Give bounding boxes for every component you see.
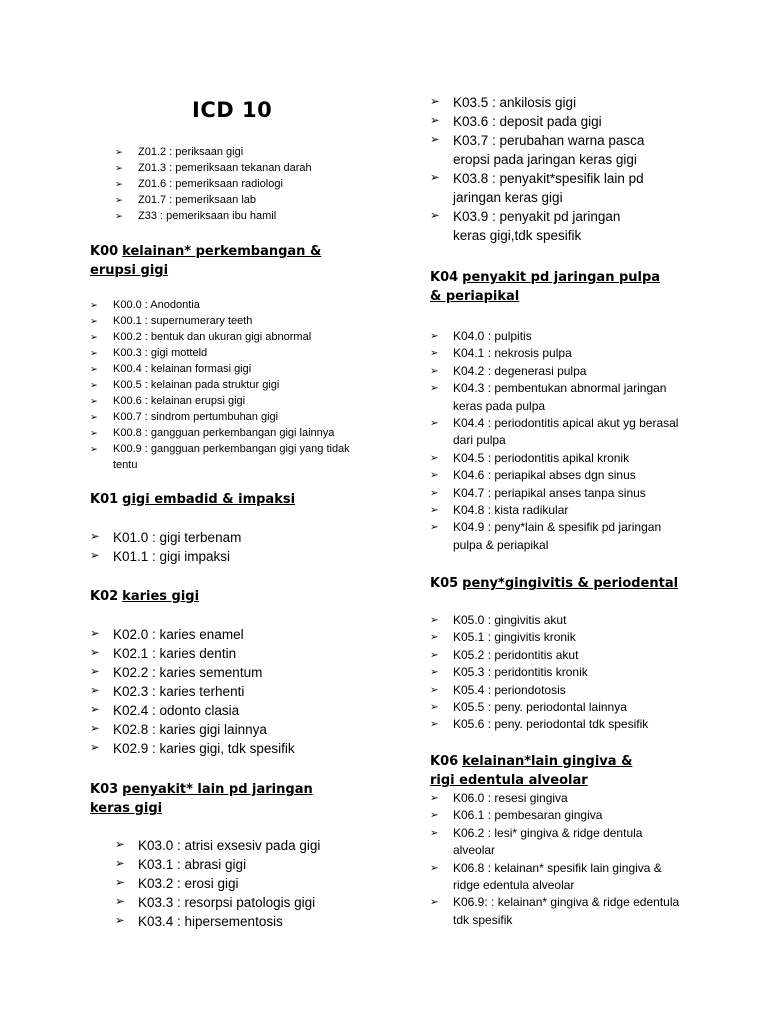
page-title: ICD 10 xyxy=(192,98,273,122)
list-item-text: K06.2 : lesi* gingiva & ridge dentula alveolar xyxy=(453,825,643,858)
list-item-text: K00.5 : kelainan pada struktur gigi xyxy=(113,379,280,391)
arrow-bullet-icon: ➢ xyxy=(90,685,100,697)
list-item xyxy=(90,547,365,566)
list-item-text: Z01.2 : periksaan gigi xyxy=(138,146,244,158)
arrow-bullet-icon: ➢ xyxy=(430,134,440,146)
list-item-text: K02.2 : karies sementum xyxy=(113,665,263,680)
arrow-bullet-icon: ➢ xyxy=(90,647,100,659)
list-item xyxy=(90,329,365,345)
list-item-text: Z01.6 : pemeriksaan radiologi xyxy=(138,178,283,190)
arrow-bullet-icon: ➢ xyxy=(115,195,123,205)
list-item xyxy=(430,807,680,824)
list-item xyxy=(430,467,680,484)
list-item-text: K00.6 : kelainan erupsi gigi xyxy=(113,395,246,407)
list-item xyxy=(430,502,680,519)
list-item-text: K05.1 : gingivitis kronik xyxy=(453,630,576,645)
section-code: K02 xyxy=(90,589,119,604)
list-item xyxy=(430,519,680,554)
list-item-text: K03.6 : deposit pada gigi xyxy=(453,114,602,129)
list-item-text: K05.0 : gingivitis akut xyxy=(453,613,567,627)
arrow-bullet-icon: ➢ xyxy=(115,839,125,851)
list-item xyxy=(430,664,680,681)
list-item xyxy=(430,169,655,207)
list-item-text: K02.1 : karies dentin xyxy=(113,646,237,661)
z-code-list xyxy=(115,144,355,224)
list-item xyxy=(430,860,680,895)
arrow-bullet-icon: ➢ xyxy=(430,487,439,499)
arrow-bullet-icon: ➢ xyxy=(90,348,98,358)
arrow-bullet-icon: ➢ xyxy=(430,331,439,342)
list-item xyxy=(430,612,680,629)
arrow-bullet-icon: ➢ xyxy=(115,163,123,173)
k03-list xyxy=(115,836,355,931)
section-description: penyakit* lain pd jaringan keras gigi xyxy=(90,782,313,816)
arrow-bullet-icon: ➢ xyxy=(90,428,98,438)
list-item-text: K04.5 : periodontitis apikal kronik xyxy=(453,450,630,465)
section-heading-k00 xyxy=(90,242,365,280)
list-item xyxy=(90,644,365,663)
list-item xyxy=(430,894,680,929)
list-item-text: Z01.7 : pemeriksaan lab xyxy=(138,194,257,206)
arrow-bullet-icon: ➢ xyxy=(430,862,439,874)
arrow-bullet-icon: ➢ xyxy=(90,666,100,678)
list-item-text: K06.8 : kelainan* spesifik lain gingiva & ridge edentula alveolar xyxy=(453,860,662,893)
arrow-bullet-icon: ➢ xyxy=(115,147,123,157)
section-heading-k04 xyxy=(430,268,670,306)
list-item-text: K00.1 : supernumerary teeth xyxy=(113,315,253,327)
arrow-bullet-icon: ➢ xyxy=(90,742,100,754)
list-item xyxy=(430,825,680,860)
list-item-text: K02.0 : karies enamel xyxy=(113,627,244,642)
arrow-bullet-icon: ➢ xyxy=(430,210,440,222)
list-item xyxy=(115,874,355,893)
k02-list xyxy=(90,625,365,758)
list-item xyxy=(430,790,680,807)
section-description: kelainan*lain gingiva & rigi edentula alveolar xyxy=(430,754,633,788)
arrow-bullet-icon: ➢ xyxy=(430,684,439,696)
k00-list xyxy=(90,297,365,473)
list-item-text: K03.5 : ankilosis gigi xyxy=(453,95,577,110)
list-item xyxy=(430,207,655,245)
list-item xyxy=(90,701,365,720)
arrow-bullet-icon: ➢ xyxy=(115,915,125,927)
list-item xyxy=(430,629,680,646)
arrow-bullet-icon: ➢ xyxy=(90,300,98,310)
list-item xyxy=(90,625,365,644)
arrow-bullet-icon: ➢ xyxy=(115,858,125,870)
section-code: K04 xyxy=(430,270,459,285)
arrow-bullet-icon: ➢ xyxy=(90,550,100,562)
arrow-bullet-icon: ➢ xyxy=(430,470,439,482)
k05-list xyxy=(430,612,680,734)
k01-list xyxy=(90,528,365,566)
section-code: K00 xyxy=(90,244,119,259)
section-description: karies gigi xyxy=(122,589,200,604)
arrow-bullet-icon: ➢ xyxy=(90,380,98,390)
list-item-text: K03.8 : penyakit*spesifik lain pd jaringan keras gigi xyxy=(453,171,644,205)
arrow-bullet-icon: ➢ xyxy=(90,628,100,640)
list-item-text: K05.4 : periondotosis xyxy=(453,682,566,697)
list-item xyxy=(90,682,365,701)
arrow-bullet-icon: ➢ xyxy=(90,316,98,326)
list-item-text: K00.7 : sindrom pertumbuhan gigi xyxy=(113,411,279,423)
arrow-bullet-icon: ➢ xyxy=(430,615,439,626)
list-item xyxy=(115,855,355,874)
list-item-text: K05.3 : peridontitis kronik xyxy=(453,665,588,680)
list-item xyxy=(430,647,680,664)
section-code: K06 xyxy=(430,754,459,769)
section-description: kelainan* perkembangan & erupsi gigi xyxy=(90,244,322,278)
list-item-text: Z01.3 : pemeriksaan tekanan darah xyxy=(138,162,312,174)
list-item xyxy=(430,380,680,415)
arrow-bullet-icon: ➢ xyxy=(90,704,100,716)
list-item-text: K02.4 : odonto clasia xyxy=(113,703,240,718)
list-item xyxy=(115,912,355,931)
arrow-bullet-icon: ➢ xyxy=(430,172,440,184)
list-item-text: K03.9 : penyakit pd jaringan keras gigi,tdk spesifik xyxy=(453,209,621,243)
list-item xyxy=(430,93,655,112)
arrow-bullet-icon: ➢ xyxy=(430,365,439,377)
arrow-bullet-icon: ➢ xyxy=(90,723,100,735)
list-item-text: K04.1 : nekrosis pulpa xyxy=(453,346,572,361)
list-item xyxy=(115,208,355,224)
section-heading-k03 xyxy=(90,780,352,818)
list-item-text: K06.0 : resesi gingiva xyxy=(453,791,568,805)
list-item-text: K03.4 : hipersementosis xyxy=(138,914,283,929)
list-item-text: K03.2 : erosi gigi xyxy=(138,876,239,891)
section-heading-k01 xyxy=(90,490,365,509)
list-item xyxy=(115,192,355,208)
arrow-bullet-icon: ➢ xyxy=(430,522,439,534)
arrow-bullet-icon: ➢ xyxy=(430,810,439,822)
list-item-text: K05.2 : peridontitis akut xyxy=(453,647,579,662)
list-item xyxy=(90,345,365,361)
list-item-text: K00.8 : gangguan perkembangan gigi lainnya xyxy=(113,427,335,439)
arrow-bullet-icon: ➢ xyxy=(430,115,440,127)
list-item xyxy=(115,176,355,192)
list-item xyxy=(90,313,365,329)
arrow-bullet-icon: ➢ xyxy=(115,211,123,221)
list-item xyxy=(430,485,680,502)
list-item-text: K05.6 : peny. periodontal tdk spesifik xyxy=(453,717,649,732)
list-item-text: K02.3 : karies terhenti xyxy=(113,684,245,699)
list-item-text: K03.0 : atrisi exsesiv pada gigi xyxy=(138,838,321,853)
list-item-text: K04.7 : periapikal anses tanpa sinus xyxy=(453,485,646,500)
arrow-bullet-icon: ➢ xyxy=(430,793,439,804)
list-item xyxy=(90,377,365,393)
arrow-bullet-icon: ➢ xyxy=(430,897,439,909)
list-item xyxy=(90,409,365,425)
arrow-bullet-icon: ➢ xyxy=(90,531,100,543)
arrow-bullet-icon: ➢ xyxy=(115,896,125,908)
section-heading-k05 xyxy=(430,574,690,593)
list-item xyxy=(430,450,680,467)
arrow-bullet-icon: ➢ xyxy=(430,702,439,714)
list-item-text: K06.1 : pembesaran gingiva xyxy=(453,808,603,823)
list-item xyxy=(430,699,680,716)
arrow-bullet-icon: ➢ xyxy=(430,452,439,464)
arrow-bullet-icon: ➢ xyxy=(430,649,439,661)
list-item xyxy=(115,893,355,912)
list-item-text: K04.3 : pembentukan abnormal jaringan keras pada pulpa xyxy=(453,381,667,413)
arrow-bullet-icon: ➢ xyxy=(430,505,439,517)
list-item xyxy=(90,425,365,441)
list-item xyxy=(115,144,355,160)
list-item-text: K03.1 : abrasi gigi xyxy=(138,857,247,872)
arrow-bullet-icon: ➢ xyxy=(430,383,439,395)
arrow-bullet-icon: ➢ xyxy=(115,877,125,889)
k06-list xyxy=(430,790,680,929)
arrow-bullet-icon: ➢ xyxy=(430,667,439,679)
list-item xyxy=(430,682,680,699)
arrow-bullet-icon: ➢ xyxy=(430,632,439,644)
list-item xyxy=(90,663,365,682)
list-item-text: K05.5 : peny. periodontal lainnya xyxy=(453,700,627,715)
arrow-bullet-icon: ➢ xyxy=(430,348,439,360)
list-item-text: Z33 : pemeriksaan ibu hamil xyxy=(138,210,277,222)
arrow-bullet-icon: ➢ xyxy=(430,418,439,430)
list-item xyxy=(90,297,365,313)
list-item-text: K00.4 : kelainan formasi gigi xyxy=(113,363,252,375)
list-item-text: K02.8 : karies gigi lainnya xyxy=(113,722,267,737)
section-heading-k06 xyxy=(430,752,660,790)
list-item-text: K00.9 : gangguan perkembangan gigi yang tidak tentu xyxy=(113,443,350,471)
list-item-text: K00.2 : bentuk dan ukuran gigi abnormal xyxy=(113,331,312,343)
section-code: K05 xyxy=(430,576,459,591)
list-item xyxy=(115,160,355,176)
list-item-text: K00.0 : Anodontia xyxy=(113,299,200,311)
list-item xyxy=(430,716,680,733)
arrow-bullet-icon: ➢ xyxy=(430,827,439,839)
arrow-bullet-icon: ➢ xyxy=(430,719,439,731)
list-item xyxy=(90,441,365,473)
arrow-bullet-icon: ➢ xyxy=(90,412,98,422)
list-item xyxy=(430,131,655,169)
list-item xyxy=(430,112,655,131)
k04-list xyxy=(430,328,680,554)
list-item-text: K04.4 : periodontitis apical akut yg berasal dari pulpa xyxy=(453,416,679,448)
list-item-text: K04.2 : degenerasi pulpa xyxy=(453,363,587,378)
section-heading-k02 xyxy=(90,587,365,606)
list-item-text: K06.9: : kelainan* gingiva & ridge edentula tdk spesifik xyxy=(453,895,680,927)
list-item-text: K02.9 : karies gigi, tdk spesifik xyxy=(113,741,295,756)
list-item xyxy=(90,361,365,377)
arrow-bullet-icon: ➢ xyxy=(115,179,123,189)
section-code: K01 xyxy=(90,492,119,507)
list-item xyxy=(430,345,680,362)
section-description: penyakit pd jaringan pulpa & periapikal xyxy=(430,270,661,304)
list-item xyxy=(430,415,680,450)
list-item-text: K04.0 : pulpitis xyxy=(453,329,532,343)
arrow-bullet-icon: ➢ xyxy=(90,364,98,374)
list-item xyxy=(430,363,680,380)
arrow-bullet-icon: ➢ xyxy=(90,444,98,454)
list-item-text: K03.3 : resorpsi patologis gigi xyxy=(138,895,316,910)
k03-list-continued xyxy=(430,93,655,245)
list-item-text: K04.6 : periapikal abses dgn sinus xyxy=(453,468,636,483)
list-item-text: K01.1 : gigi impaksi xyxy=(113,549,231,564)
arrow-bullet-icon: ➢ xyxy=(90,332,98,342)
list-item xyxy=(430,328,680,345)
list-item xyxy=(90,528,365,547)
section-code: K03 xyxy=(90,782,119,797)
section-description: peny*gingivitis & periodental xyxy=(462,576,679,591)
list-item-text: K04.8 : kista radikular xyxy=(453,503,569,518)
list-item-text: K03.7 : perubahan warna pasca eropsi pada jaringan keras gigi xyxy=(453,133,645,167)
list-item-text: K00.3 : gigi motteld xyxy=(113,347,208,359)
list-item xyxy=(90,739,365,758)
list-item-text: K04.9 : peny*lain & spesifik pd jaringan pulpa & periapikal xyxy=(453,520,662,552)
list-item xyxy=(115,836,355,855)
section-description: gigi embadid & impaksi xyxy=(122,492,296,507)
list-item xyxy=(90,720,365,739)
list-item xyxy=(90,393,365,409)
arrow-bullet-icon: ➢ xyxy=(430,96,440,108)
arrow-bullet-icon: ➢ xyxy=(90,396,98,406)
list-item-text: K01.0 : gigi terbenam xyxy=(113,530,242,545)
